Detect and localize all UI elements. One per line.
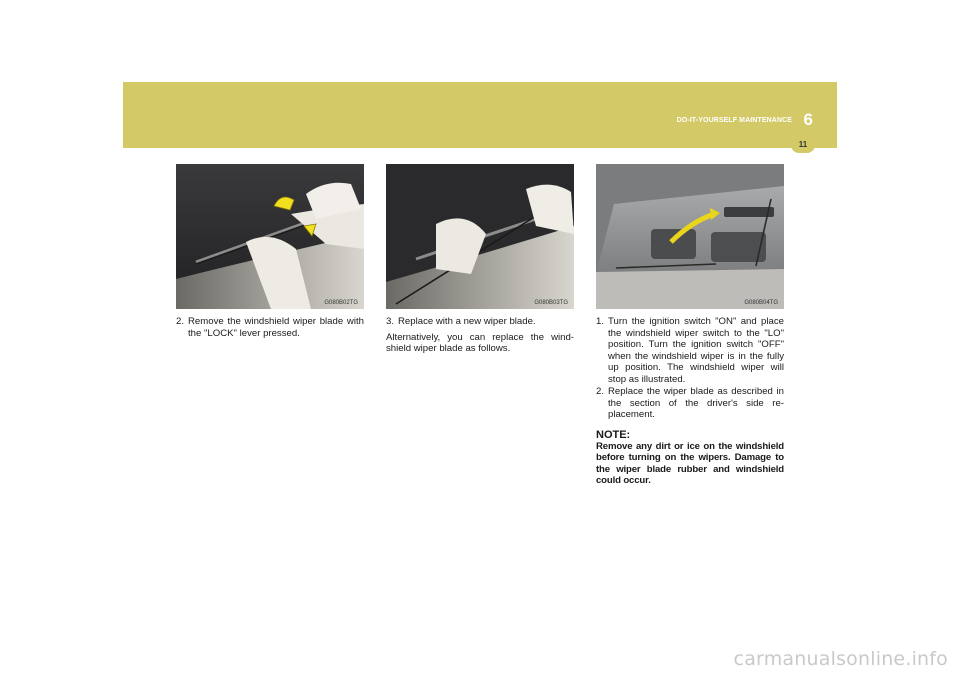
figure-code: G080B02TG	[324, 300, 358, 306]
column-1-text	[176, 316, 364, 340]
step-text: Replace with a new wiper blade.	[398, 316, 536, 327]
step-number: 1.	[596, 316, 605, 327]
figure-replace-wiper-blade	[386, 164, 574, 309]
step-text: Replace the wiper blade as described in the section of the driver's side re-placement.	[608, 386, 784, 420]
step-number: 2.	[596, 386, 605, 397]
step-text: Remove the windshield wiper blade with the "LOCK" lever pressed.	[188, 316, 364, 339]
chapter-number: 6	[803, 110, 813, 129]
column-3-text	[596, 316, 784, 487]
page-number: 11	[791, 137, 815, 153]
step-text: Turn the ignition switch "ON" and place the windshield wiper switch to the "LO" position. Turn the ignition switch "OFF" when the windshield wiper is in the fully up position. The windshield wiper will stop as illustrated.	[608, 316, 784, 385]
step-item	[386, 316, 574, 328]
step-item	[596, 386, 784, 421]
step-number: 3.	[386, 316, 395, 327]
column-2-text	[386, 316, 574, 359]
note-body: Remove any dirt or ice on the windshield before turning on the wipers. Damage to the wiper blade rubber and windshield could occur.	[596, 440, 784, 486]
note-title: NOTE:	[596, 428, 631, 441]
rear-window-illustration	[596, 164, 784, 309]
watermark: carmanualsonline.info	[733, 648, 948, 670]
header-band	[123, 82, 837, 148]
wiper-replace-illustration	[386, 164, 574, 309]
step-item	[596, 316, 784, 385]
wiper-lock-illustration	[176, 164, 364, 309]
step-item	[176, 316, 364, 339]
step-number: 2.	[176, 316, 185, 327]
section-title: DO-IT-YOURSELF MAINTENANCE	[676, 117, 792, 124]
figure-remove-wiper-blade	[176, 164, 364, 309]
paragraph: Alternatively, you can replace the wind-shield wiper blade as follows.	[386, 331, 574, 354]
figure-rear-wiper-position	[596, 164, 784, 309]
figure-code: G080B04TG	[744, 300, 778, 306]
figure-code: G080B03TG	[534, 300, 568, 306]
